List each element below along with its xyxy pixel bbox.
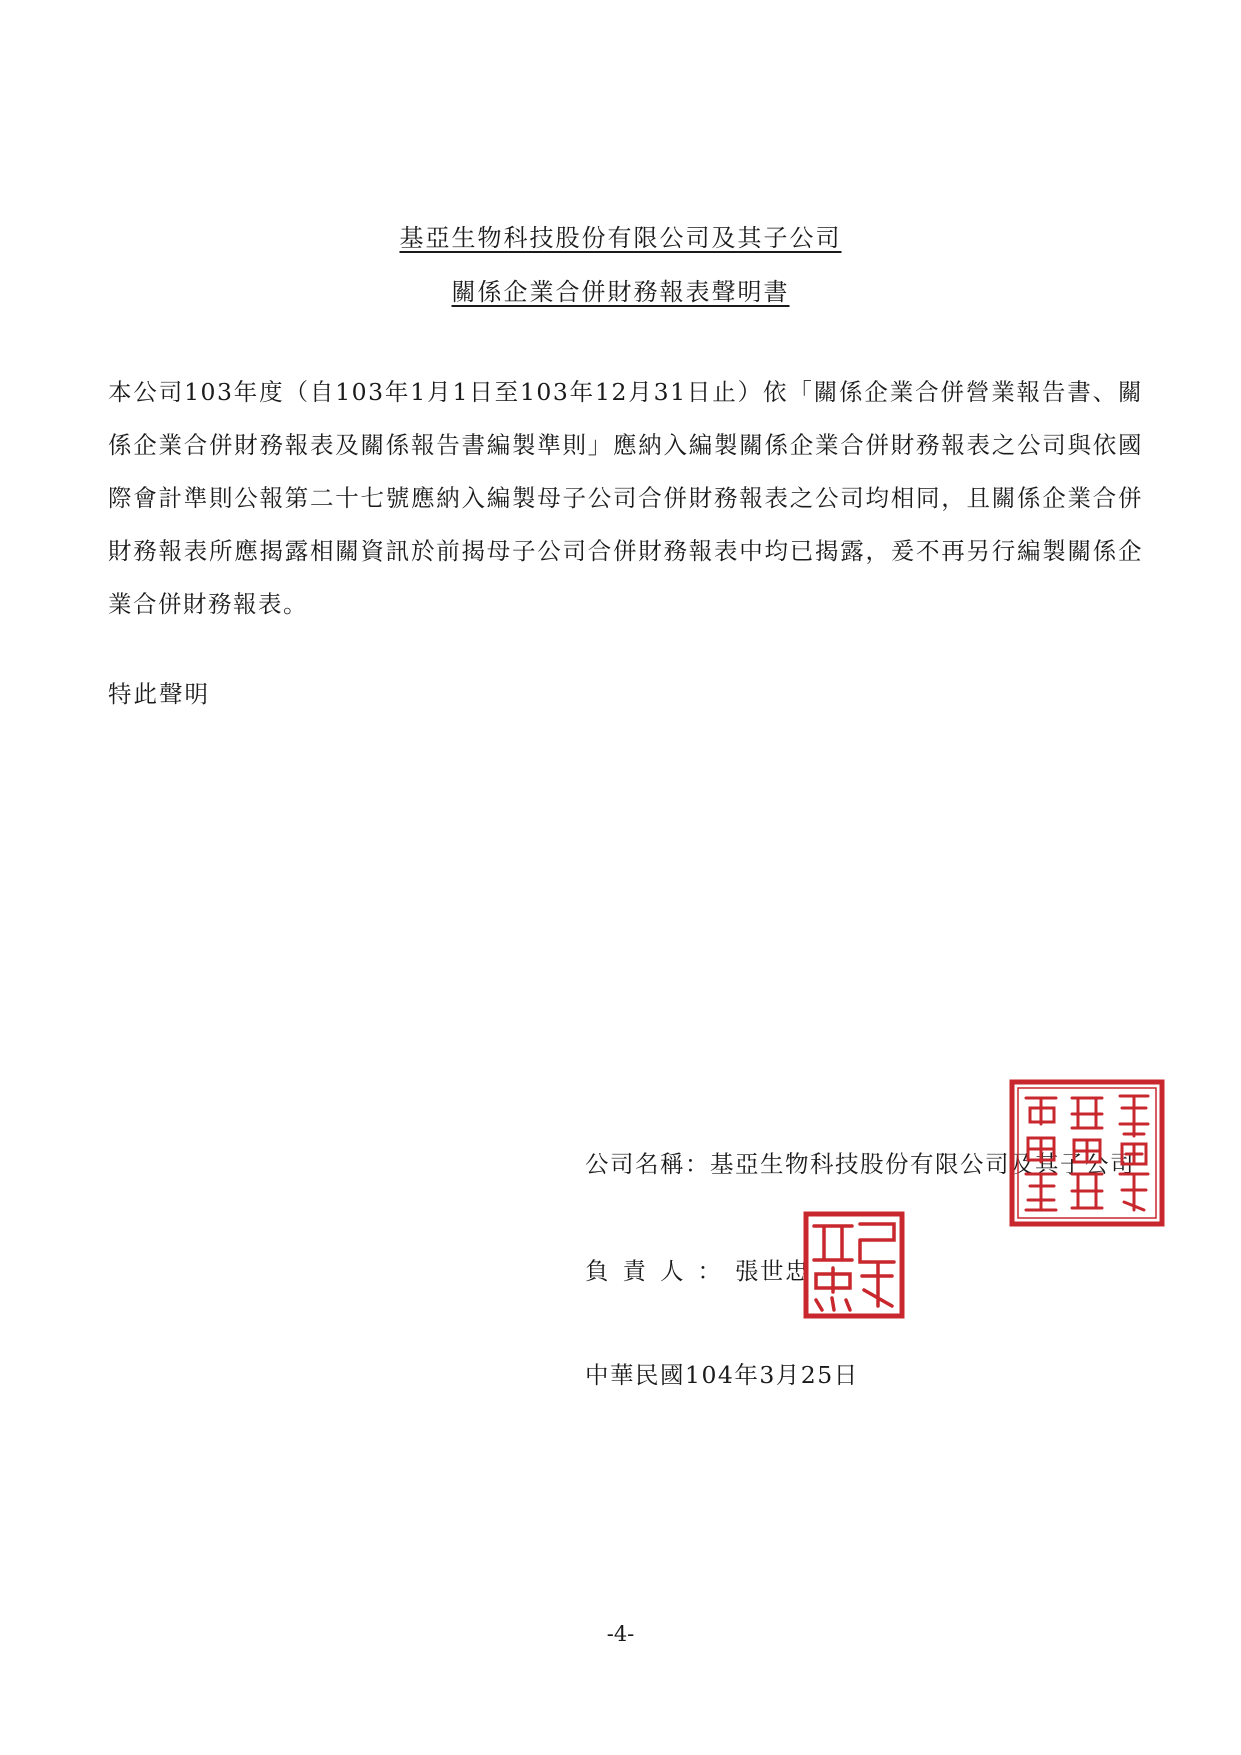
document-title-line2: 關係企業合併財務報表聲明書: [451, 278, 790, 306]
company-name: 基亞生物科技股份有限公司及其子公司: [710, 1150, 1135, 1178]
responsible-label: 負責人：: [585, 1257, 735, 1285]
company-label: 公司名稱：: [585, 1150, 710, 1178]
closing-statement: 特此聲明: [108, 680, 210, 708]
signing-date: 中華民國104年3月25日: [585, 1361, 859, 1389]
statement-paragraph: 本公司103年度（自103年1月1日至103年12月31日止）依「關係企業合併營業報告書、關係企業合併財務報表及關係報告書編製準則」應納入編製關係企業合併財務報表之公司與依國際會計準則公報第二十七號應納入編製母子公司合併財務報表之公司均相同，且關係企業合併財務報表所應揭露相關資訊於前揭母子公司合併財務報表中均已揭露，爰不再另行編製關係企業合併財務報表。: [108, 378, 1143, 618]
document-title-line1: 基亞生物科技股份有限公司及其子公司: [399, 224, 842, 252]
responsible-person-seal-stamp: [802, 1210, 906, 1320]
company-seal-stamp: [1008, 1078, 1166, 1228]
page-number: -4-: [606, 1622, 635, 1646]
responsible-person-line: [585, 1252, 810, 1286]
responsible-name: 張世忠: [735, 1257, 810, 1285]
